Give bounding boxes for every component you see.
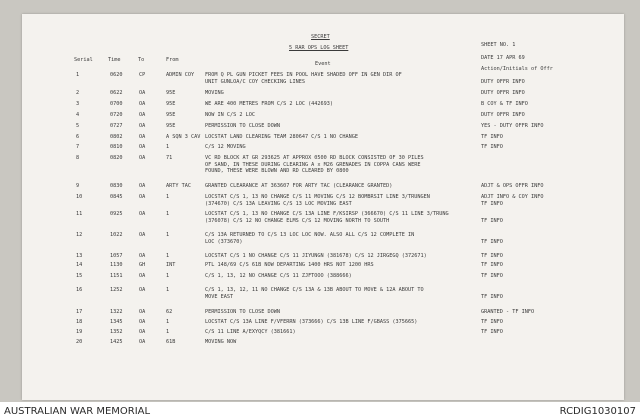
row-to: OA <box>139 134 146 140</box>
archive-reference: RCDIG1030107 <box>559 406 636 417</box>
row-to: OA <box>139 309 146 315</box>
row-to: OA <box>139 287 146 293</box>
row-from: 1 <box>166 319 170 325</box>
row-from: ADMIN COY <box>166 72 195 78</box>
row-serial: 12 <box>76 232 83 238</box>
row-event-line: PTL 148/69 C/S 61B NOW DEPARTING 1400 HRS NOT 1200 HRS <box>205 262 374 268</box>
row-serial: 18 <box>76 319 83 325</box>
row-to: OA <box>139 232 146 238</box>
row-action-line: GRANTED - TF INFO <box>481 309 535 315</box>
row-time: 1057 <box>110 253 123 259</box>
row-action-line: TF INFO <box>481 253 503 259</box>
header-to: To <box>138 57 145 63</box>
row-event-line: (376078) C/S 12 NO CHANGE ELMS C/S 12 MOVING NORTH TO SOUTH <box>205 217 390 224</box>
row-event-line: (374670) C/S 13A LEAVING C/S 13 LOC MOVING EAST <box>205 200 352 207</box>
row-event-line: MOVE EAST <box>205 293 234 300</box>
row-serial: 16 <box>76 287 83 293</box>
row-event-line: MOVING NOW <box>205 339 237 345</box>
row-serial: 20 <box>76 339 83 345</box>
document-page <box>22 14 624 400</box>
row-serial: 11 <box>76 211 83 217</box>
row-to: OA <box>139 273 146 279</box>
row-serial: 1 <box>76 72 80 78</box>
row-time: 1151 <box>110 273 123 279</box>
row-from: 1 <box>166 144 170 150</box>
row-action-line: TF INFO <box>481 144 503 150</box>
row-event-line: OF SAND, IN THESE DURING CLEARING A x M26 GRENADES IN COPPA CANS WERE <box>205 161 421 168</box>
row-time: 0830 <box>110 183 123 189</box>
row-event-line: C/S 1, 13, 12 NO CHANGE C/S 11 ZJFTOOO (388666) <box>205 273 352 279</box>
row-to: OA <box>139 123 146 129</box>
row-event-line: WE ARE 400 METRES FROM C/S 2 LOC (442693) <box>205 101 334 107</box>
row-time: 1322 <box>110 309 123 315</box>
row-to: OA <box>139 253 146 259</box>
row-event-line: FROM Q PL GUN PICKET FEES IN POOL HAVE SHADED OFF IN GEN DIR OF <box>205 72 402 78</box>
row-event-line: FOUND, THESE WERE BLOWN AND RD CLEARED BY 0800 <box>205 168 349 174</box>
row-to: CP <box>139 72 146 78</box>
row-action-line: TF INFO <box>481 238 503 245</box>
row-event-line: LOCSTAT C/S 1 NO CHANGE C/S 11 JIYUNGN (381678) C/S 12 JIRGEGQ (372671) <box>205 253 427 259</box>
row-time: 0622 <box>110 90 123 96</box>
row-action-line: YES - DUTY OFFR INFO <box>481 123 544 129</box>
row-action-line: ADJT & OPS OFFR INFO <box>481 183 544 189</box>
row-time: 1130 <box>110 262 123 268</box>
row-time: 0720 <box>110 112 123 118</box>
row-event-line: LOCSTAT C/S 1, 13 NO CHANGE C/S 11 MOVING C/S 12 BOMBRSIT LINE 3/TRUNGEN <box>205 194 430 200</box>
row-serial: 13 <box>76 253 83 259</box>
row-to: OA <box>139 155 146 161</box>
row-from: 62 <box>166 309 173 315</box>
row-to: OA <box>139 90 146 96</box>
row-to: OA <box>139 101 146 107</box>
row-event-line: PERMISSION TO CLOSE DOWN <box>205 309 280 315</box>
sheet-number: SHEET NO. 1 <box>481 42 516 48</box>
row-serial: 2 <box>76 90 80 96</box>
header-from: From <box>166 57 179 63</box>
row-action-line: TF INFO <box>481 273 503 279</box>
row-action-line: TF INFO <box>481 262 503 268</box>
row-event-line: C/S 13A RETURNED TO C/S 13 LOC LOC NOW. ALSO ALL C/S 12 COMPLETE IN <box>205 232 415 238</box>
row-event-line: VC RD BLOCK AT GR 293625 AT APPROX 0500 RD BLOCK CONSISTED OF 30 PILES <box>205 155 424 161</box>
sheet-date: DATE 17 APR 69 <box>481 55 525 61</box>
row-action-line: ADJT INFO & COY INFO <box>481 194 544 200</box>
row-action-line: TF INFO <box>481 134 503 140</box>
row-time: 0802 <box>110 134 123 140</box>
row-from: 1 <box>166 253 170 259</box>
row-time: 0810 <box>110 144 123 150</box>
row-event-line: PERMISSION TO CLOSE DOWN <box>205 123 280 129</box>
row-action-line: DUTY OFFR INFO <box>481 112 525 118</box>
row-action-line: TF INFO <box>481 319 503 325</box>
row-event-line: GRANTED CLEARANCE AT 363607 FOR ARTY TAC (CLEARANCE GRANTED) <box>205 183 393 189</box>
sheet-title: 5 RAR OPS LOG SHEET <box>289 45 349 51</box>
row-time: 1252 <box>110 287 123 293</box>
row-time: 1425 <box>110 339 123 345</box>
row-event-line: C/S 11 LINE A/EXYQCY (381661) <box>205 329 296 335</box>
row-from: A SQN 3 CAV <box>166 134 201 140</box>
row-serial: 10 <box>76 194 83 200</box>
row-time: 1345 <box>110 319 123 325</box>
row-from: ARTY TAC <box>166 183 191 189</box>
row-time: 1022 <box>110 232 123 238</box>
row-serial: 9 <box>76 183 80 189</box>
row-from: 71 <box>166 155 173 161</box>
row-from: 1 <box>166 211 170 217</box>
row-from: 95E <box>166 112 176 118</box>
row-from: 95E <box>166 90 176 96</box>
archive-footer <box>0 402 640 419</box>
row-action-line: DUTY OFFR INFO <box>481 90 525 96</box>
row-action-line: TF INFO <box>481 217 503 224</box>
row-time: 0820 <box>110 155 123 161</box>
row-to: OA <box>139 183 146 189</box>
row-serial: 17 <box>76 309 83 315</box>
row-time: 0727 <box>110 123 123 129</box>
row-time: 0845 <box>110 194 123 200</box>
row-from: INT <box>166 262 176 268</box>
row-action-line: B COY & TF INFO <box>481 101 528 107</box>
row-serial: 8 <box>76 155 80 161</box>
row-to: OA <box>139 112 146 118</box>
row-time: 1352 <box>110 329 123 335</box>
row-to: OA <box>139 329 146 335</box>
row-action-line: TF INFO <box>481 329 503 335</box>
row-time: 0620 <box>110 72 123 78</box>
row-action-line: TF INFO <box>481 200 503 207</box>
row-to: OA <box>139 339 146 345</box>
row-event-line: LOCSTAT LAND CLEARING TEAM 280647 C/S 1 NO CHANGE <box>205 134 359 140</box>
row-from: 1 <box>166 232 170 238</box>
row-from: 1 <box>166 194 170 200</box>
row-event-line: NOW IN C/S 2 LOC <box>205 112 255 118</box>
row-time: 0925 <box>110 211 123 217</box>
row-event-line: C/S 1, 13, 12, 11 NO CHANGE C/S 13A & 13B ABOUT TO MOVE & 12A ABOUT TO <box>205 287 424 293</box>
row-event-line: LOC (373670) <box>205 238 243 245</box>
header-action: Action/Initials of Offr <box>481 66 553 72</box>
header-time: Time <box>108 57 121 63</box>
row-from: 95E <box>166 123 176 129</box>
row-serial: 6 <box>76 134 80 140</box>
row-to: OA <box>139 194 146 200</box>
row-event-line: UNIT GUNLOA/C COY CHECKING LINES <box>205 78 305 85</box>
row-from: 61B <box>166 339 176 345</box>
row-to: OA <box>139 319 146 325</box>
row-event-line: LOCSTAT C/S 13A LINE F/VFERRN (373666) C/S 13B LINE F/GBASS (375665) <box>205 319 418 325</box>
row-serial: 19 <box>76 329 83 335</box>
row-to: OA <box>139 211 146 217</box>
row-action-line: TF INFO <box>481 293 503 300</box>
row-from: 1 <box>166 329 170 335</box>
classification-marking: SECRET <box>311 34 330 40</box>
row-time: 0700 <box>110 101 123 107</box>
row-event-line: C/S 12 MOVING <box>205 144 246 150</box>
row-to: GH <box>139 262 146 268</box>
row-serial: 3 <box>76 101 80 107</box>
header-event: Event <box>315 61 331 67</box>
row-serial: 7 <box>76 144 80 150</box>
row-serial: 4 <box>76 112 80 118</box>
row-serial: 15 <box>76 273 83 279</box>
row-action-line: DUTY OFFR INFO <box>481 78 525 85</box>
row-serial: 14 <box>76 262 83 268</box>
header-serial: Serial <box>74 57 93 63</box>
row-from: 95E <box>166 101 176 107</box>
row-from: 1 <box>166 273 170 279</box>
row-serial: 5 <box>76 123 80 129</box>
row-event-line: MOVING <box>205 90 224 96</box>
row-to: OA <box>139 144 146 150</box>
row-event-line: LOCSTAT C/S 1, 13 NO CHANGE C/S 13A LINE F/KSIRSP (366670) C/S 11 LINE 3/TRUNG <box>205 211 449 217</box>
archive-name: AUSTRALIAN WAR MEMORIAL <box>4 406 151 417</box>
row-from: 1 <box>166 287 170 293</box>
